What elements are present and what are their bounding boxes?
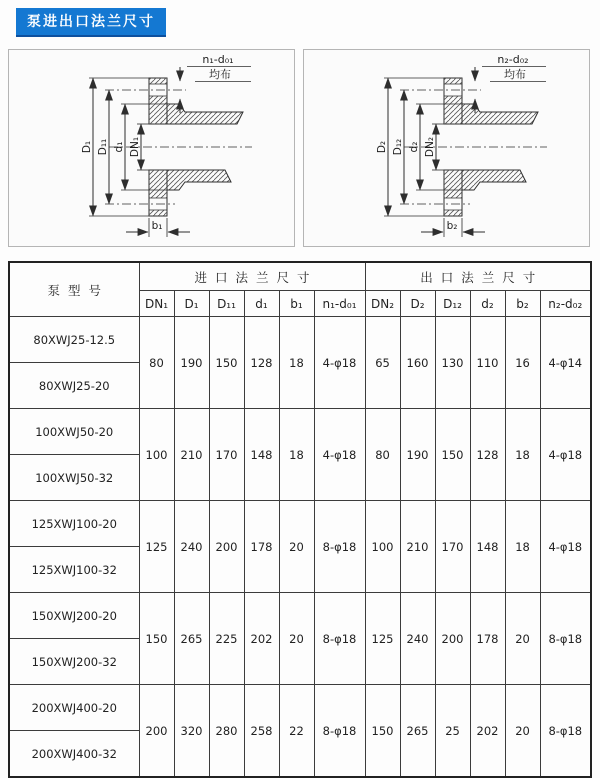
value-cell: 8-φ18 [314,593,365,685]
bolt-holes-label: n₁-d₀₁ [202,53,234,66]
value-cell: 8-φ18 [540,685,591,778]
dim-label-bolt-circle: D₁₂ [392,138,404,156]
drawings-row [8,49,592,247]
column-header: n₁-d₀₁ [314,291,365,317]
value-cell: 258 [244,685,279,778]
model-cell: 150XWJ200-20 [9,593,139,639]
header-pump-model: 泵型号 [9,262,139,317]
flange-dimensions-table [8,261,592,778]
value-cell: 18 [505,501,540,593]
value-cell: 8-φ18 [314,501,365,593]
value-cell: 4-φ18 [314,317,365,409]
value-cell: 178 [470,593,505,685]
column-header: b₂ [505,291,540,317]
bolt-holes-label: n₂-d₀₂ [497,53,529,66]
value-cell: 8-φ18 [314,685,365,778]
value-cell: 200 [435,593,470,685]
value-cell: 190 [400,409,435,501]
value-cell: 20 [505,685,540,778]
value-cell: 125 [365,593,400,685]
column-header: d₁ [244,291,279,317]
outlet-flange-diagram [304,50,589,246]
header-inlet-flange-group: 进口法兰尺寸 [139,262,365,291]
evenly-spaced-label: 均布 [209,68,231,81]
inlet-drawing-panel [8,49,295,247]
page-title: 泵进出口法兰尺寸 [16,8,166,37]
value-cell: 128 [470,409,505,501]
column-header: D₂ [400,291,435,317]
value-cell: 128 [244,317,279,409]
model-cell: 80XWJ25-20 [9,363,139,409]
column-header: D₁ [174,291,209,317]
table-row [9,501,591,547]
value-cell: 170 [209,409,244,501]
value-cell: 18 [505,409,540,501]
column-header: DN₁ [139,291,174,317]
table-row [9,593,591,639]
value-cell: 16 [505,317,540,409]
value-cell: 265 [400,685,435,778]
value-cell: 150 [209,317,244,409]
value-cell: 65 [365,317,400,409]
value-cell: 202 [470,685,505,778]
value-cell: 225 [209,593,244,685]
model-cell: 100XWJ50-32 [9,455,139,501]
value-cell: 210 [400,501,435,593]
value-cell: 178 [244,501,279,593]
dim-label-bore: DN₁ [129,136,141,158]
model-cell: 200XWJ400-20 [9,685,139,731]
value-cell: 4-φ18 [540,501,591,593]
column-header: b₁ [279,291,314,317]
value-cell: 4-φ14 [540,317,591,409]
value-cell: 18 [279,409,314,501]
value-cell: 20 [505,593,540,685]
column-header: n₂-d₀₂ [540,291,591,317]
model-cell: 125XWJ100-20 [9,501,139,547]
value-cell: 22 [279,685,314,778]
dim-label-thickness: b₁ [151,220,163,232]
value-cell: 202 [244,593,279,685]
value-cell: 265 [174,593,209,685]
inlet-flange-diagram [9,50,294,246]
table-row [9,685,591,731]
value-cell: 190 [174,317,209,409]
value-cell: 20 [279,593,314,685]
value-cell: 25 [435,685,470,778]
value-cell: 148 [470,501,505,593]
header-outlet-flange-group: 出口法兰尺寸 [365,262,591,291]
value-cell: 200 [139,685,174,778]
value-cell: 280 [209,685,244,778]
value-cell: 4-φ18 [540,409,591,501]
value-cell: 125 [139,501,174,593]
model-cell: 100XWJ50-20 [9,409,139,455]
outlet-drawing-panel [303,49,590,247]
value-cell: 18 [279,317,314,409]
model-cell: 150XWJ200-32 [9,639,139,685]
value-cell: 80 [139,317,174,409]
value-cell: 20 [279,501,314,593]
table-header-row-groups [9,262,591,291]
column-header: D₁₂ [435,291,470,317]
model-cell: 200XWJ400-32 [9,731,139,778]
value-cell: 148 [244,409,279,501]
evenly-spaced-label: 均布 [504,68,526,81]
model-cell: 80XWJ25-12.5 [9,317,139,363]
column-header: D₁₁ [209,291,244,317]
value-cell: 240 [174,501,209,593]
table-row [9,317,591,363]
value-cell: 150 [435,409,470,501]
dim-label-outer-diameter: D₂ [376,140,388,154]
value-cell: 240 [400,593,435,685]
table-row [9,409,591,455]
value-cell: 130 [435,317,470,409]
value-cell: 8-φ18 [540,593,591,685]
value-cell: 170 [435,501,470,593]
dim-label-face-diameter: d₂ [408,141,420,153]
dim-label-bore: DN₂ [424,136,436,158]
dim-label-outer-diameter: D₁ [81,140,93,154]
value-cell: 210 [174,409,209,501]
column-header: d₂ [470,291,505,317]
value-cell: 4-φ18 [314,409,365,501]
value-cell: 110 [470,317,505,409]
dim-label-face-diameter: d₁ [113,141,125,153]
value-cell: 150 [139,593,174,685]
dim-label-bolt-circle: D₁₁ [97,138,109,156]
column-header: DN₂ [365,291,400,317]
value-cell: 320 [174,685,209,778]
value-cell: 80 [365,409,400,501]
value-cell: 150 [365,685,400,778]
value-cell: 100 [139,409,174,501]
value-cell: 200 [209,501,244,593]
value-cell: 100 [365,501,400,593]
model-cell: 125XWJ100-32 [9,547,139,593]
value-cell: 160 [400,317,435,409]
dim-label-thickness: b₂ [446,220,458,232]
